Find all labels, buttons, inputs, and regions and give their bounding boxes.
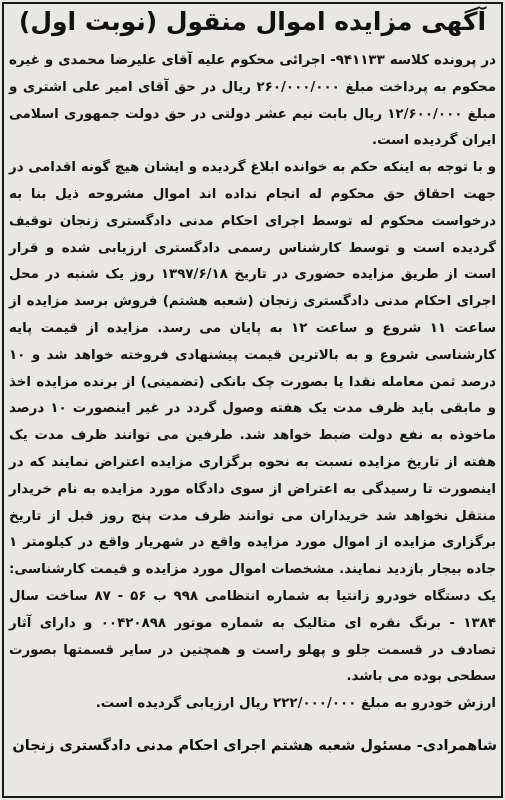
notice-paragraph-valuation: ارزش خودرو به مبلغ ۲۲۲/۰۰۰/۰۰۰ ریال ارزیابی گردیده است. [95,696,496,712]
notice-title: آگهی مزایده اموال منقول (نوبت اول) [18,7,487,36]
notice-signature: شاهمرادی- مسئول شعبه هشتم اجرای احکام مدنی دادگستری زنجان [12,738,497,754]
notice-body [9,48,496,718]
notice-paragraph-auction-terms: و با توجه به اینکه حکم به خوانده ابلاغ گردیده و ایشان هیچ گونه اقدامی در جهت احقاق حق محکوم له انجام نداده اند اموال مشروحه ذیل بنا به درخواست محکوم له توسط اجرای احکام مدنی دادگستری زنجان توقیف گردیده است و توسط کارشناس رسمی دادگستری ارزیابی شده و قرار است از طریق مزایده حضوری در تاریخ ۱۳۹۷/۶/۱۸ روز یک شنبه در محل اجرای احکام مدنی دادگستری زنجان (شعبه هشتم) فروش برسد مزایده از ساعت ۱۱ شروع و ساعت ۱۲ به پایان می رسد. مزایده از قیمت پایه کارشناسی شروع و به بالاترین قیمت پیشنهادی فروخته خواهد شد و ۱۰ درصد ثمن معامله نقدا یا بصورت چک بانکی (تضمینی) از برنده مزایده اخذ و مابقی باید ظرف مدت یک هفته وصول گردد در غیر اینصورت ۱۰ درصد ماخوذه به نفع دولت ضبط خواهد شد. طرفین می توانند ظرف مدت یک هفته از تاریخ مزایده نسبت به نحوه برگزاری مزایده اعتراض نمایند که در اینصورت تا رسیدگی به اعتراض از سوی دادگاه مورد مزایده به نام خریدار منتقل نخواهد شد خریداران می توانند ظرف مدت پنج روز قبل از تاریخ برگزاری مزایده از اموال مورد مزایده واقع در شهریار واقع در کیلومتر ۱ جاده بیجار بازدید نمایند. مشخصات اموال مورد مزایده و قیمت کارشناسی: یک دستگاه خودرو زانتیا به شماره انتظامی ۹۹۸ ب ۵۶ - ۸۷ ساخت سال ۱۳۸۴ - برنگ نقره ای متالیک به شماره موتور ۰۰۴۲۰۸۹۸ و دارای آثار تصادف در قسمت جلو و پهلو راست و همچنین در سایر قسمتها بصورت سطحی بوده می باشد. [9,160,496,685]
notice-paragraph-case: در پرونده کلاسه ۹۴۱۱۳۳- اجرائی محکوم علیه آقای علیرضا محمدی و غیره محکوم به پرداخت مبلغ ۲۶۰/۰۰۰/۰۰۰ ریال در حق آقای امیر علی اشتری و مبلغ ۱۲/۶۰۰/۰۰۰ ریال بابت نیم عشر دولتی در حق دولت جمهوری اسلامی ایران گردیده است. [9,53,496,149]
